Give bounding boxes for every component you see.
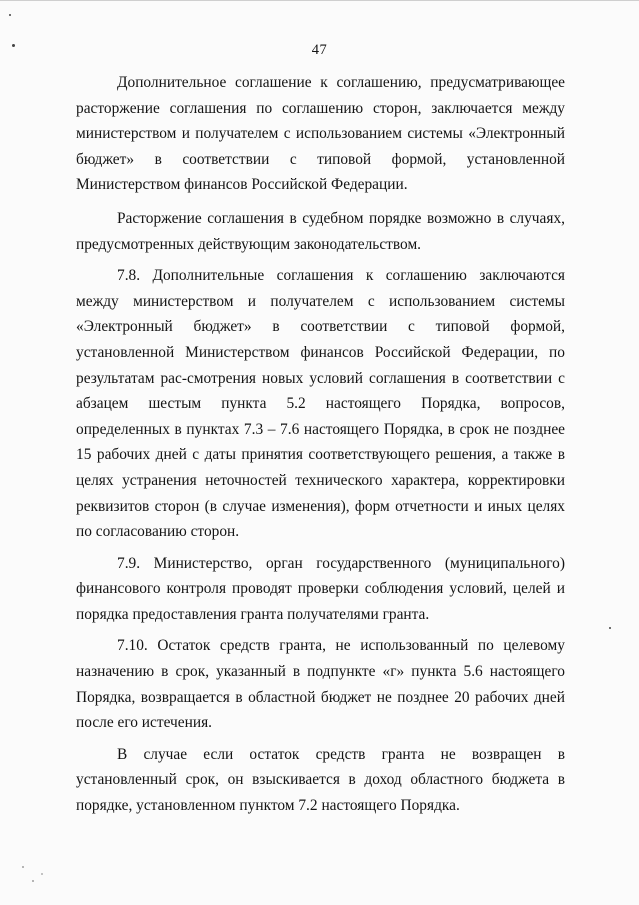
- paragraph-7-8: 7.8. Дополнительные соглашения к соглашению заключаются между министерством и получателем с использованием системы «Электронный бюджет» в соответствии с типовой формой, установленной Министерством финансов Российской Федерации, по результатам рас-смотрения новых условий соглашения в соответствии с абзацем шестым пункта 5.2 настоящего Порядка, вопросов, определенных в пунктах 7.3 – 7.6 настоящего Порядка, в срок не позднее 15 рабочих дней с даты принятия соответствующего решения, а также в целях устранения неточностей технического характера, корректировки реквизитов сторон (в случае изменения), форм отчетности и иных целях по согласованию сторон.: [76, 267, 565, 541]
- scan-speck: [41, 873, 43, 875]
- scan-speck: [9, 14, 11, 16]
- paragraph-judicial-termination: Расторжение соглашения в судебном порядке возможно в случаях, предусмотренных действующим законодательством.: [76, 209, 565, 253]
- paragraph-unreturned-balance: В случае если остаток средств гранта не возвращен в установленный срок, он взыскивается в доход областного бюджета в порядке, установленном пунктом 7.2 настоящего Порядка.: [76, 745, 565, 815]
- document-body: [76, 70, 565, 819]
- scan-top-edge: [0, 0, 639, 1]
- scan-speck: [32, 880, 34, 882]
- paragraph-termination-agreement: Дополнительное соглашение к соглашению, предусматривающее расторжение соглашения по соглашению сторон, заключается между министерством и получателем с использованием системы «Электронный бюджет» в соответствии с типовой формой, установленной Министерством финансов Российской Федерации.: [76, 74, 565, 194]
- scan-speck: [22, 866, 24, 868]
- scan-speck: [609, 627, 611, 629]
- page-number: 47: [311, 42, 328, 58]
- paragraph-7-10: 7.10. Остаток средств гранта, не использованный по целевому назначению в срок, указанный в подпункте «г» пункта 5.6 настоящего Порядка, возвращается в областной бюджет не позднее 20 рабочих дней после его истечения.: [76, 637, 565, 732]
- paragraph-7-9: 7.9. Министерство, орган государственного (муниципального) финансового контроля проводят проверки соблюдения условий, целей и порядка предоставления гранта получателями гранта.: [76, 554, 565, 623]
